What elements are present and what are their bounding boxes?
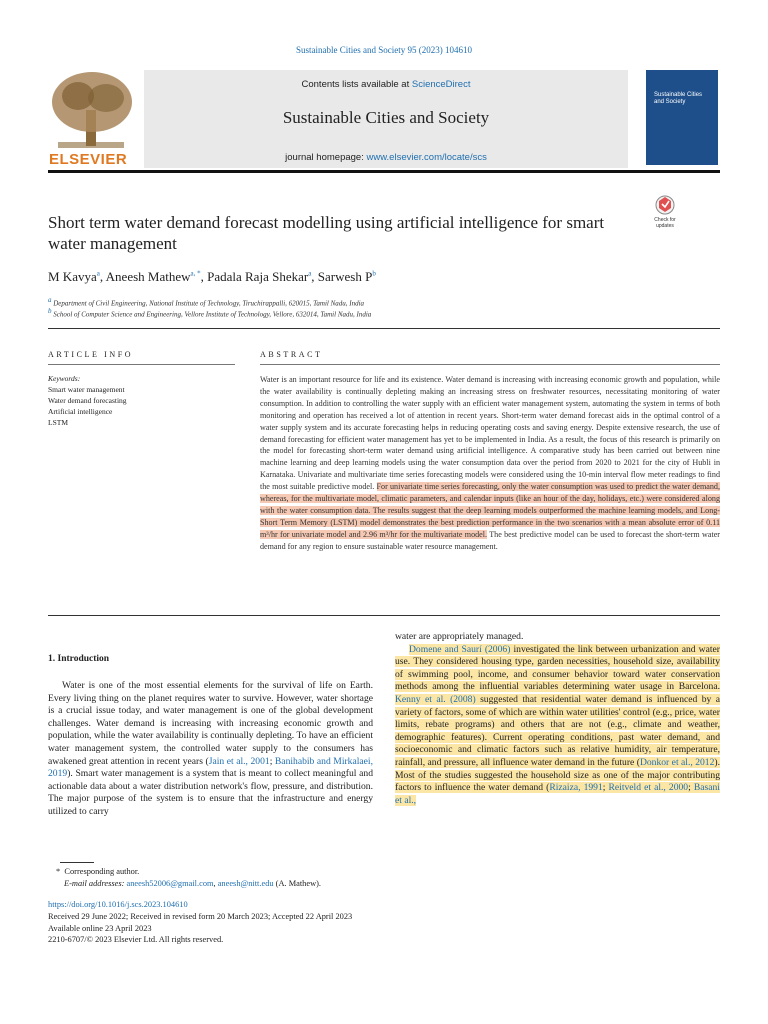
doi-link[interactable]: https://doi.org/10.1016/j.scs.2023.104610 [48,900,188,909]
svg-text:updates: updates [656,223,674,229]
highlighted-text[interactable]: For univariate time series forecasting, only the water consumption was used to predict the water demand, whereas, for the multivariate model, climatic parameters, and calendar inputs (like an hour of the day, holidays, etc.) were considered along with the water consumption data. The results suggest that the deep learning models outperformed the machine learning models, and Long-Short Term Memory (LSTM) model demonstrates the best prediction performance in the two scenarios with a mean absolute error of 0.11 m³/hr for univariate model and 2.96 m³/hr for the multivariate model. [260,482,720,539]
citation-link[interactable]: Rizaiza, 1991 [549,782,603,794]
keyword: LSTM [48,418,69,427]
keywords-block [48,373,238,428]
received-dates: Received 29 June 2022; Received in revised form 20 March 2023; Accepted 22 April 2023 [48,911,353,921]
footnote-rule [60,862,94,863]
available-online: Available online 23 April 2023 [48,923,152,933]
author-name: M Kavya [48,269,97,284]
keyword: Water demand forecasting [48,396,127,405]
highlighted-text[interactable]: Domene and Saurí (2006) investigated the link between urbanization and water use. They considered housing type, garden necessities, household size, availability of swimming pool, income, and consumer behavior toward water conservation methods among the influential variables determining water usage in Barcelona. Kenny et al. (2008) suggested that residential water demand is influenced by a variety of factors, some of which are within water utilities' control (e.g., price, water limits, rebate programs) and others that are not (e.g., climate and weather, demographic features). Current operating conditions, past water demand, and socioeconomic and climatic factors such as relative humidity, air temperature, rainfall, and pressure, all influence water demand in the future (Donkor et al., 2012). Most of the studies suggested the household size as one of the major contributing factors to influence the water demand (Rizaiza, 1991; Reitveld et al., 2000; Basani et al., [395,643,720,806]
homepage-line: journal homepage: www.elsevier.com/locate/scs [285,152,487,163]
divider [48,615,720,616]
citation-link[interactable]: Jain et al., 2001 [208,755,270,767]
abstract-text: Water is an important resource for life and its existence. Water demand is increasing with increasing economic growth and population, while the water availability is continually depleting making an increasing stress on freshwater resources, necessitating monitoring of water consumption. In addition to controlling the water supply with an efficient water management system, automating the system in terms of both monitoring and operation has received a lot of attention in recent years. Short-term water demand forecast aids in the optimal control of a water supply system and its accurate forecasting helps in reducing operating costs and saving energy. Despite extensive research, the use of demand forecasting for efficient water management has yet to be implemented in India. As a result, the focus of this research is primarily on the model for forecasting short-term water demand using artificial intelligence. A comparative study has been carried out between nine machine learning and deep learning models using the water consumption data over the period from 2020 to 2021 for the city of Hubli in Karnataka. Univariate and multivariate time series forecasting models were considered using the 10-min interval flow meter readings to find the most suitable predictive model. For univariate time series forecasting, only the water consumption was used to predict the water demand, whereas, for the multivariate model, climatic parameters, and calendar inputs (like an hour of the day, holidays, etc.) were considered along with the water consumption data. The results suggest that the deep learning models outperformed the machine learning models, and Long-Short Term Memory (LSTM) model demonstrates the best prediction performance in the two scenarios with a mean absolute error of 0.11 m³/hr for univariate model and 2.96 m³/hr for the multivariate model. The best predictive model can be used to forecast the short-term water demand for any region to ensure sustainable water resource management. [260,375,720,551]
contents-line: Contents lists available at ScienceDirect [301,79,471,90]
citation-link[interactable]: Donkor et al., 2012 [639,756,715,768]
elsevier-wordmark: ELSEVIER [49,151,128,168]
keywords-label: Keywords: [48,374,81,383]
journal-info-box [144,70,628,168]
publication-info [48,899,548,946]
check-for-updates-icon[interactable] [646,193,684,231]
divider [48,328,720,329]
author-affiliation-mark[interactable]: a [308,269,312,278]
copyright: 2210-6707/© 2023 Elsevier Ltd. All rights reserved. [48,935,224,945]
header-rule [48,170,720,173]
affiliation-a: $^a$ Department of Civil Engineering, National Institute of Technology, Tiruchirappalli, 620015, Tamil Nadu, India [48,296,365,308]
journal-citation[interactable]: Sustainable Cities and Society 95 (2023) 104610 [296,45,472,55]
homepage-link[interactable]: www.elsevier.com/locate/scs [366,152,487,163]
footnotes [48,866,548,890]
section-heading-introduction: 1. Introduction [48,654,110,664]
intro-left-column: Water is one of the most essential elements for the survival of life on Earth. Every living thing on the planet requires water to survive. However, water shortage is a crucial issue today, and water management is one of the global development challenges. Water demand is increasing with increasing economic growth and population, while the water availability is continually depleting. To have an efficient water management system, the controlled water supply to the consumers has awakened great attention in recent years (Jain et al., 2001; Banihabib and Mirkalaei, 2019). Smart water management is a system that is meant to collect meaningful and actionable data about a water distribution network's flow, pressure, and distribution. The major purpose of the system is to ensure that the infrastructure and energy utilized to carry [48,680,373,817]
citation-link[interactable]: Domene and Saurí (2006) [409,643,511,655]
article-title: Short term water demand forecast modelling using artificial intelligence for smart water management [48,213,605,253]
journal-header [48,70,628,168]
email-link[interactable]: aneesh52006@gmail.com [126,879,214,888]
author-name: Sarwesh P [317,269,373,284]
author-name: Aneesh Mathew [105,269,191,284]
citation-link[interactable]: Kenny et al. (2008) [395,693,476,705]
author-list: M Kavya$^a$, Aneesh Mathew$^{a, *}$, Padala Raja Shekar$^a$, Sarwesh $P^b$ [48,269,376,284]
abstract-heading: ABSTRACT [260,350,323,359]
email-addresses: E-mail addresses: aneesh52006@gmail.com, aneesh@nitt.edu (A. Mathew). [64,879,322,888]
sciencedirect-link[interactable]: ScienceDirect [411,79,471,90]
svg-text:Check for: Check for [654,217,676,223]
author-name: Padala Raja Shekar [207,269,309,284]
journal-title: Sustainable Cities and Society [282,108,490,127]
affiliation-b: $^b$ School of Computer Science and Engineering, Vellore Institute of Technology, Vellore, 632014, Tamil Nadu, India [48,307,372,319]
author-affiliation-mark[interactable]: b [372,269,376,278]
article-info-heading: ARTICLE INFO [48,350,134,359]
keyword: Artificial intelligence [48,407,113,416]
paragraph-continuation: water are appropriately managed. [395,631,524,642]
corresponding-author-note: * Corresponding author. [56,867,140,876]
author-affiliation-mark[interactable]: a [96,269,100,278]
journal-cover-image[interactable] [646,70,718,165]
intro-paragraph [395,644,720,808]
intro-right-column [395,631,720,807]
citation-link[interactable]: Banihabib and Mirkalaei, 2019 [48,755,373,780]
email-link[interactable]: aneesh@nitt.edu [217,879,274,888]
divider [48,364,235,365]
divider [260,364,720,365]
citation-link[interactable]: Reitveld et al., 2000 [608,782,689,794]
citation-link[interactable]: Basani et al., [395,782,720,806]
author-affiliation-mark[interactable]: a, * [190,269,201,278]
cover-title: Sustainable Cities and Society [654,92,703,106]
keyword: Smart water management [48,385,125,394]
